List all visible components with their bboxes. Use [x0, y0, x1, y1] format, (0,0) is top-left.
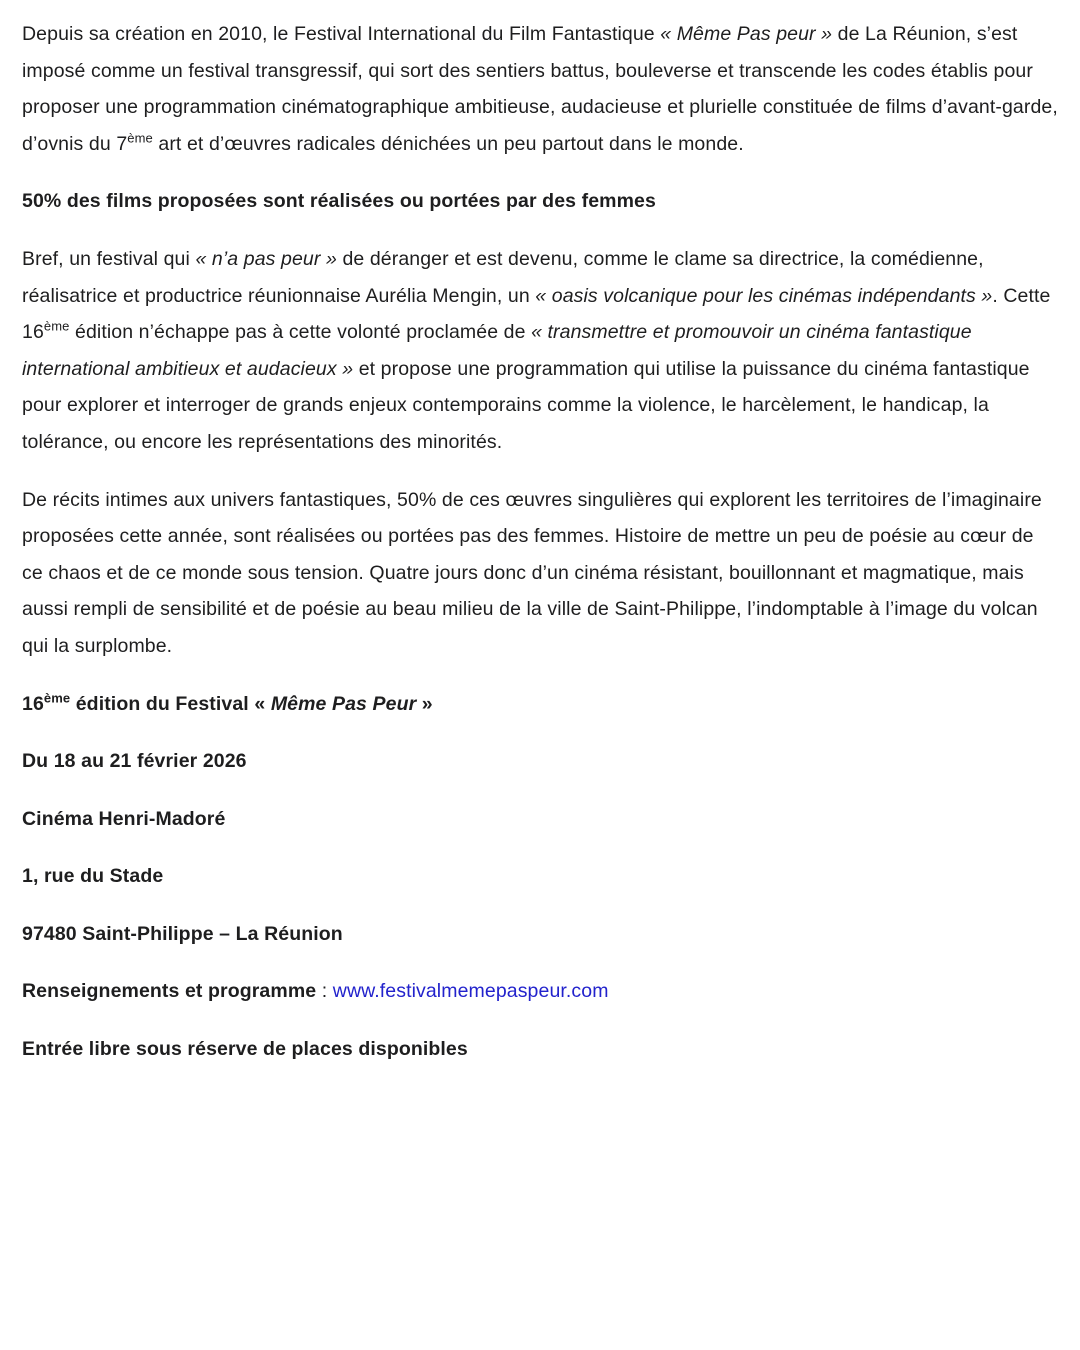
text-segment: Du 18 au 21 février 2026	[22, 750, 247, 773]
text-segment: 1, rue du Stade	[22, 865, 164, 888]
festival-description-paragraph	[22, 241, 1058, 461]
text-segment: Même Pas Peur	[270, 692, 417, 715]
article-body	[22, 16, 1058, 1068]
edition-title	[22, 686, 1058, 723]
text-segment: « n’a pas peur »	[195, 247, 337, 270]
venue-line	[22, 801, 1058, 838]
superscript-ordinal: ème	[43, 318, 70, 334]
address-line	[22, 858, 1058, 895]
text-segment: Cinéma Henri-Madoré	[22, 807, 226, 830]
info-line	[22, 973, 1058, 1010]
text-segment: . Cette 16	[22, 284, 1051, 344]
superscript-ordinal: ème	[127, 130, 153, 146]
text-segment: Depuis sa création en 2010, le Festival International du Film Fantastique	[22, 23, 661, 45]
text-segment: édition du Festival «	[70, 692, 271, 715]
text-segment: de La Réunion, s’est imposé comme un festival transgressif, qui sort des sentiers battus, bouleverse et transcende les codes établis pour proposer une programmation cinématographique ambitieuse, audacieuse et plurielle constituée de films d’avant-garde, d’ovnis du 7	[22, 23, 1058, 155]
text-segment: Bref, un festival qui	[22, 247, 196, 270]
text-segment: et propose une programmation qui utilise la puissance du cinéma fantastique pour explorer et interroger de grands enjeux contemporains comme la violence, le harcèlement, le handicap, la tolérance, ou encore les représentations des minorités.	[22, 357, 1030, 453]
text-segment: »	[416, 692, 433, 715]
women-films-heading	[22, 183, 1058, 220]
admission-line	[22, 1031, 1058, 1068]
text-segment: De récits intimes aux univers fantastiques, 50% de ces œuvres singulières qui explorent les territoires de l’imaginaire proposées cette année, sont réalisées ou portées pas des femmes. Histoire de mettre un peu de poésie au cœur de ce chaos et de ce monde sous tension. Quatre jours donc d’un cinéma résistant, bouillonnant et magmatique, mais aussi rempli de sensibilité et de poésie au beau milieu de la ville de Saint-Philippe, l’indomptable à l’image du volcan qui la surplombe.	[22, 488, 1042, 657]
text-segment: « oasis volcanique pour les cinémas indépendants »	[535, 284, 993, 307]
text-segment: :	[316, 980, 333, 1003]
superscript-ordinal: ème	[43, 690, 71, 705]
text-segment: « transmettre et promouvoir un cinéma fantastique international ambitieux et audacieux »	[22, 321, 972, 380]
text-segment: de déranger et est devenu, comme le clame sa directrice, la comédienne, réalisatrice et productrice réunionnaise Aurélia Mengin, un	[22, 247, 984, 307]
intro-paragraph	[22, 16, 1058, 162]
text-segment: 50% des films proposées sont réalisées ou portées par des femmes	[22, 190, 656, 213]
text-segment: 97480 Saint-Philippe – La Réunion	[22, 922, 343, 945]
festival-website-link[interactable]: www.festivalmemepaspeur.com	[332, 980, 609, 1003]
text-segment: Entrée libre sous réserve de places disponibles	[22, 1038, 468, 1061]
text-segment: art et d’œuvres radicales dénichées un peu partout dans le monde.	[152, 132, 744, 155]
text-segment: « Même Pas peur »	[660, 23, 833, 45]
city-line	[22, 916, 1058, 953]
program-paragraph	[22, 482, 1058, 665]
text-segment: Renseignements et programme	[22, 980, 317, 1003]
text-segment: édition n’échappe pas à cette volonté proclamée de	[69, 321, 532, 344]
dates-line	[22, 743, 1058, 780]
text-segment: 16	[22, 692, 44, 715]
